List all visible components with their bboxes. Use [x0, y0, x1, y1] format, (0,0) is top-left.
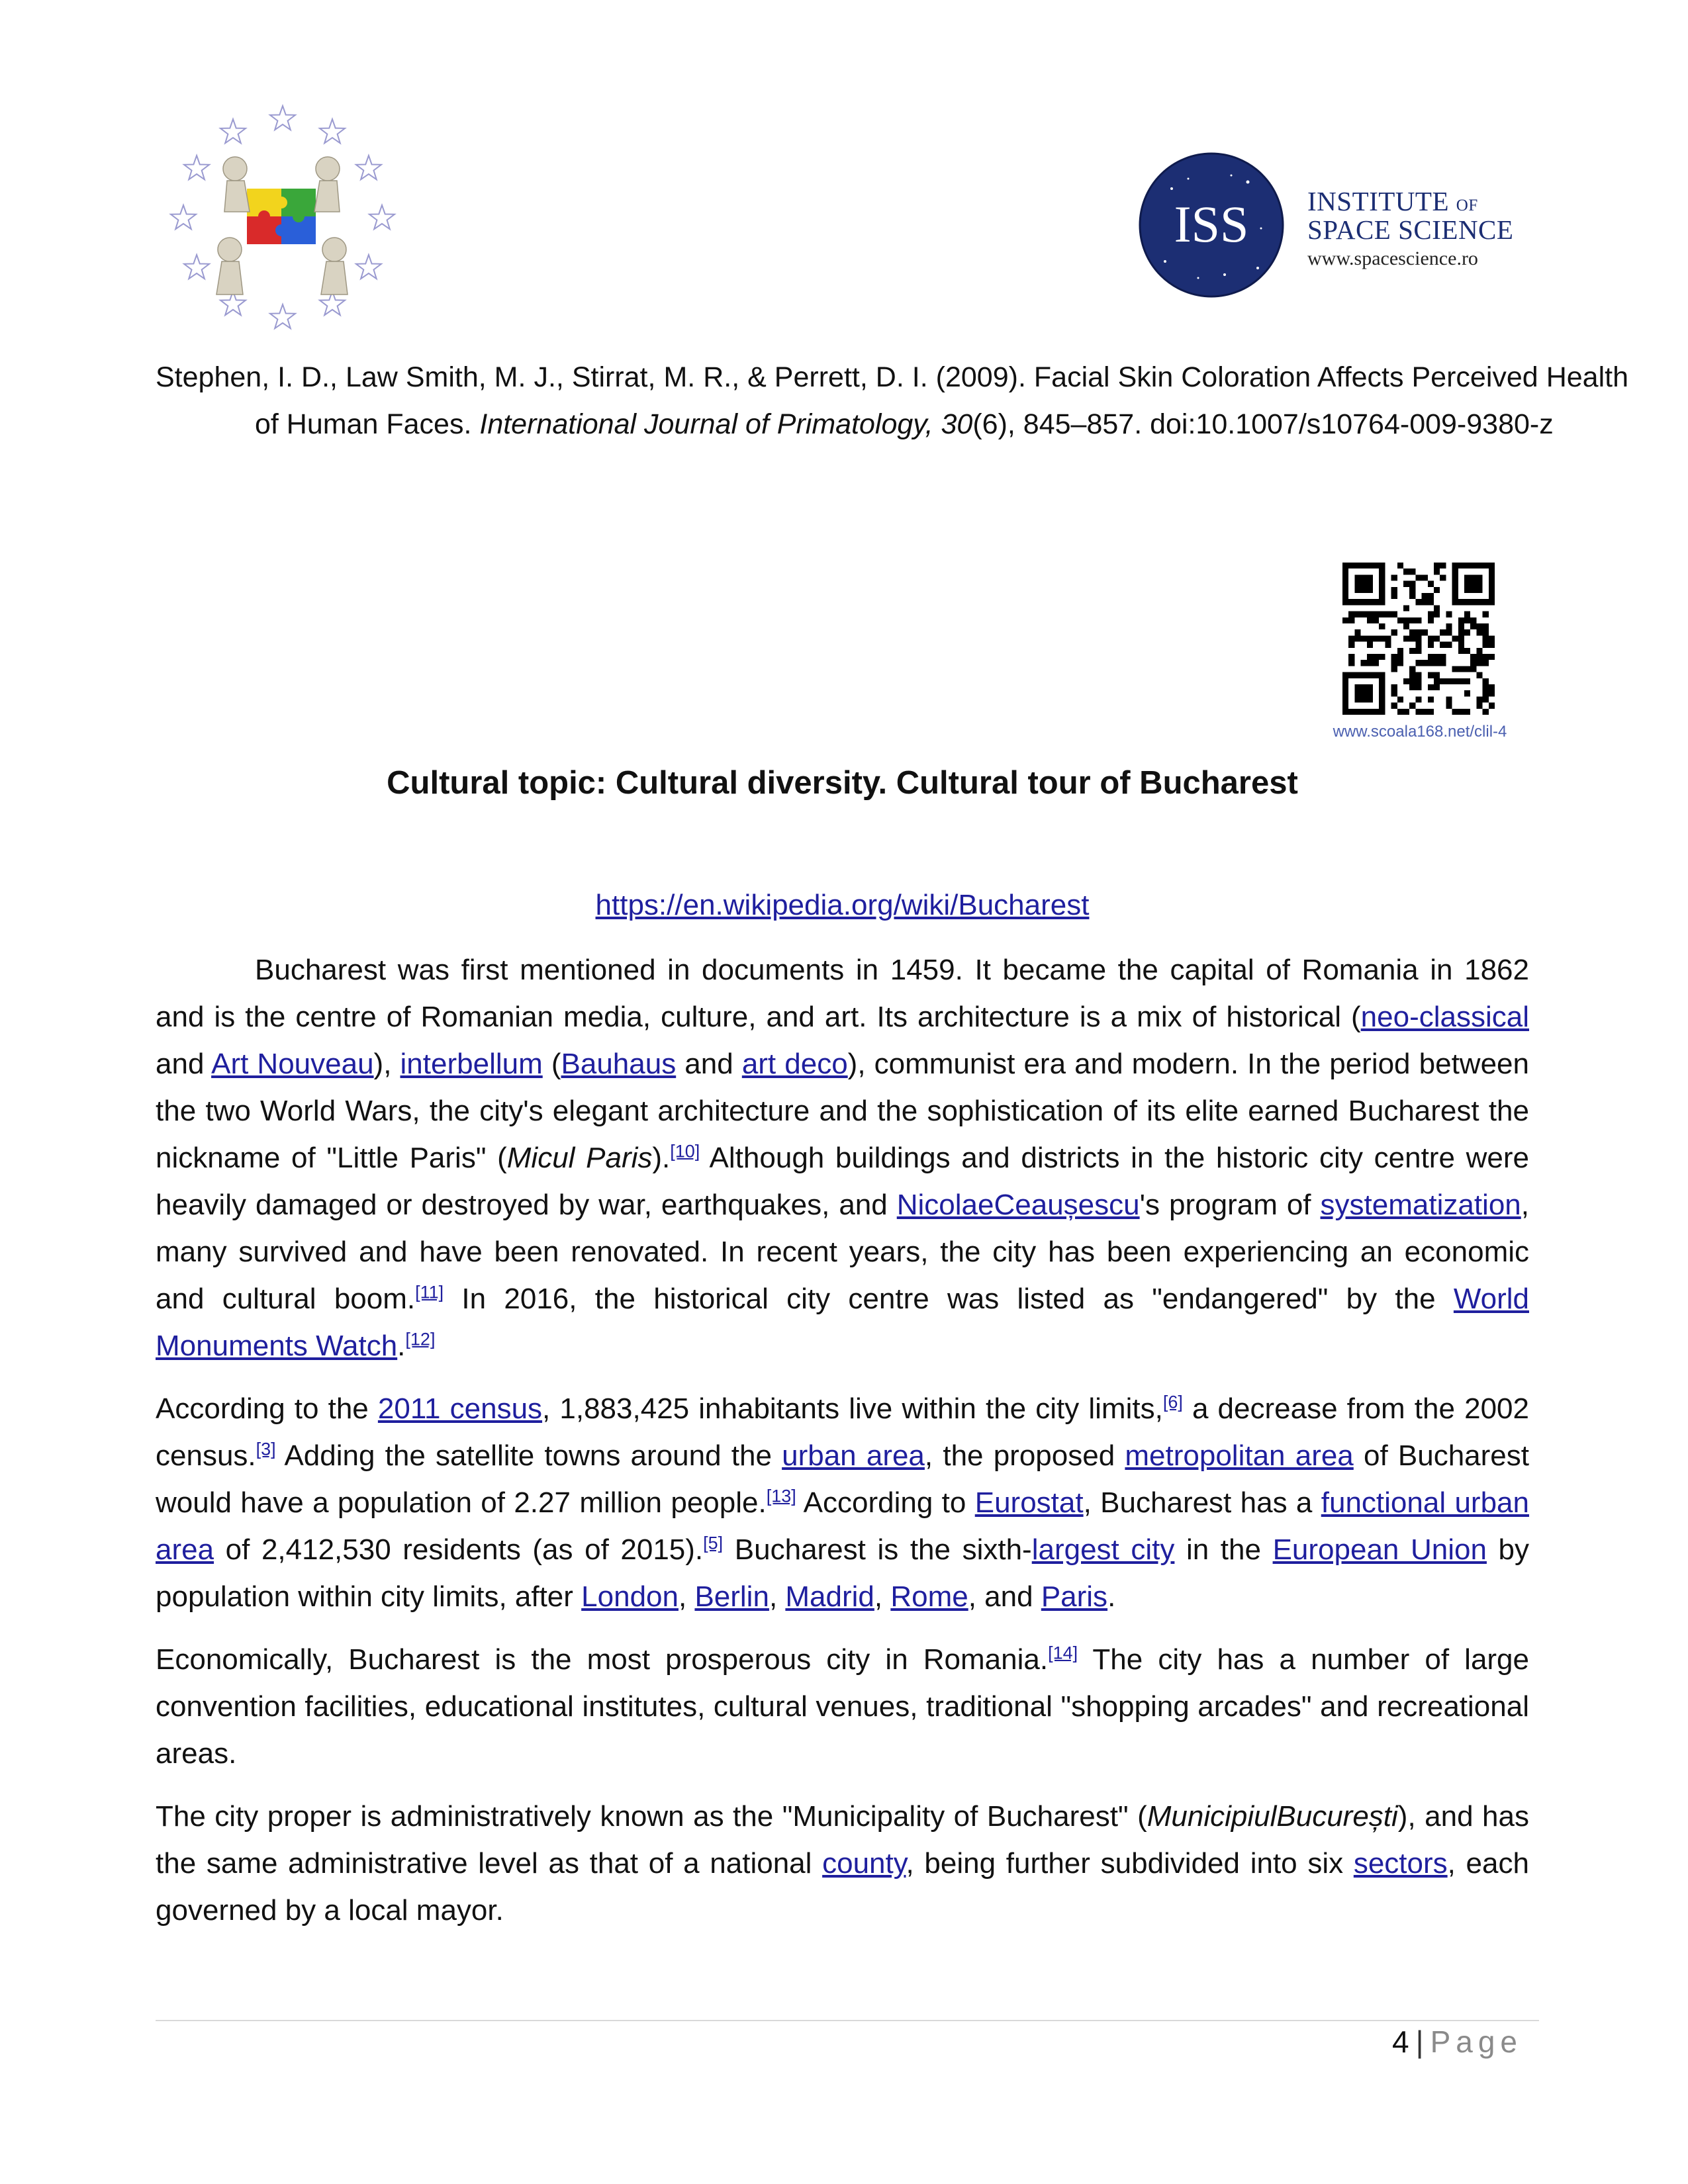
link-art-deco[interactable]: art deco: [741, 1048, 848, 1080]
text: , many survived and have been renovated. In recent years, the city has been experiencing an economic and cultural boom.: [156, 1189, 1529, 1315]
star-icon: [356, 156, 381, 179]
link-interbellum[interactable]: interbellum: [400, 1048, 543, 1080]
link-largest-city[interactable]: largest city: [1031, 1533, 1175, 1566]
star-icon: [184, 255, 209, 279]
text: ,: [874, 1580, 891, 1613]
link-sectors[interactable]: sectors: [1353, 1847, 1448, 1880]
link-metropolitan-area[interactable]: metropolitan area: [1125, 1439, 1354, 1472]
link-urban-area[interactable]: urban area: [782, 1439, 925, 1472]
footnote-link[interactable]: [5]: [703, 1533, 724, 1553]
star-icon: [171, 205, 196, 229]
text: The city has a number of large convention facilities, educational institutes, cultural venues, traditional "shopping arcades" and recreational areas.: [156, 1643, 1530, 1770]
iss-emblem-icon: [1125, 149, 1304, 301]
iss-wordmark-url: www.spacescience.ro: [1307, 248, 1478, 270]
iss-wordmark: [1307, 187, 1513, 269]
iss-circle-text: ISS: [1174, 195, 1249, 253]
link-berlin[interactable]: Berlin: [694, 1580, 769, 1613]
star-icon: [220, 119, 246, 143]
text: ),: [373, 1048, 400, 1080]
text: 's program of: [1139, 1189, 1321, 1221]
link-art-nouveau[interactable]: Art Nouveau: [211, 1048, 374, 1080]
iss-logo: [1125, 149, 1536, 301]
text: and: [156, 1048, 212, 1080]
qr-caption[interactable]: www.scoala168.net/clil-4: [1333, 723, 1507, 741]
iss-wordmark-line2: SPACE SCIENCE: [1307, 214, 1514, 246]
text: , each governed by a local mayor.: [156, 1847, 1529, 1927]
text: and: [676, 1048, 742, 1080]
text: ,: [769, 1580, 786, 1613]
paragraph-2: [156, 1385, 1529, 1620]
text: In 2016, the historical city centre was listed as "endangered" by the: [444, 1283, 1454, 1315]
text: , Bucharest has a: [1083, 1486, 1321, 1519]
footnote-link[interactable]: [6]: [1162, 1392, 1183, 1412]
star-icon: [270, 106, 295, 130]
text: of 2,412,530 residents (as of 2015).: [214, 1533, 704, 1566]
footer-divider: [156, 2020, 1539, 2021]
text: ).: [652, 1142, 671, 1174]
text: by population within city limits, after: [156, 1533, 1529, 1613]
italic-text: MunicipiulBucurești: [1147, 1800, 1398, 1833]
footnote-link[interactable]: [11]: [415, 1282, 444, 1302]
link-rome[interactable]: Rome: [890, 1580, 968, 1613]
star-icon: [356, 255, 381, 279]
reference-citation: [156, 354, 1628, 448]
article-body: [156, 946, 1529, 1950]
page-title: Cultural topic: Cultural diversity. Cultural tour of Bucharest: [387, 765, 1298, 801]
footnote-link[interactable]: [10]: [670, 1141, 700, 1161]
text: of Bucharest would have a population of 2.27 million people.: [156, 1439, 1529, 1519]
text: According to: [796, 1486, 975, 1519]
link-world-monuments-watch[interactable]: World Monuments Watch: [156, 1283, 1529, 1362]
link-2011-census[interactable]: 2011 census: [377, 1392, 543, 1425]
paragraph-3: [156, 1636, 1529, 1777]
star-icon: [270, 304, 295, 328]
text: The city proper is administratively known as the "Municipality of Bucharest" (: [156, 1800, 1147, 1833]
link-systematization[interactable]: systematization: [1320, 1189, 1521, 1221]
text: , the proposed: [924, 1439, 1125, 1472]
text: , and: [968, 1580, 1041, 1613]
text: Economically, Bucharest is the most prosperous city in Romania.: [156, 1643, 1049, 1676]
text: , 1,883,425 inhabitants live within the city limits,: [542, 1392, 1163, 1425]
text: Although buildings and districts in the historic city centre were heavily damaged or destroyed by war, earthquakes, and: [156, 1142, 1529, 1221]
star-icon: [320, 119, 345, 143]
paragraph-1: [156, 946, 1529, 1369]
wikipedia-link-row: [156, 889, 1529, 922]
star-icon: [184, 156, 209, 179]
link-madrid[interactable]: Madrid: [785, 1580, 874, 1613]
text: in the: [1174, 1533, 1273, 1566]
link-eurostat[interactable]: Eurostat: [974, 1486, 1084, 1519]
text: a decrease from the 2002 census.: [156, 1392, 1529, 1472]
link-bauhaus[interactable]: Bauhaus: [561, 1048, 677, 1080]
text: ), and has the same administrative level as that of a national: [156, 1800, 1530, 1880]
link-paris[interactable]: Paris: [1041, 1580, 1108, 1613]
footnote-link[interactable]: [3]: [256, 1439, 276, 1459]
footnote-link[interactable]: [13]: [766, 1486, 796, 1506]
paragraph-4: [156, 1793, 1529, 1934]
project-logo-icon: [169, 96, 397, 334]
text: (: [542, 1048, 561, 1080]
page-word: Page: [1430, 2025, 1523, 2059]
wikipedia-link[interactable]: https://en.wikipedia.org/wiki/Bucharest: [595, 889, 1090, 921]
link-functional-urban-area[interactable]: functional urban area: [156, 1486, 1529, 1566]
link-london[interactable]: London: [581, 1580, 679, 1613]
italic-text: Micul Paris: [506, 1142, 653, 1174]
qr-code-icon[interactable]: [1342, 563, 1495, 715]
link-european-union[interactable]: European Union: [1272, 1533, 1487, 1566]
page-number: 4: [1392, 2025, 1409, 2059]
text: ,: [678, 1580, 695, 1613]
text: , being further subdivided into six: [906, 1847, 1354, 1880]
reference-text-end: (6), 845–857. doi:10.1007/s10764-009-9380-z: [972, 408, 1554, 440]
text: Adding the satellite towns around the: [275, 1439, 782, 1472]
page-footer: [1192, 2024, 1523, 2060]
iss-wordmark-line1: INSTITUTE: [1307, 186, 1450, 216]
text: .: [397, 1330, 406, 1362]
text: According to the: [156, 1392, 378, 1425]
footnote-link[interactable]: [14]: [1048, 1643, 1078, 1663]
iss-wordmark-of: OF: [1456, 197, 1478, 214]
footnote-link[interactable]: [12]: [405, 1329, 436, 1349]
text: Bucharest was first mentioned in documents in 1459. It became the capital of Romania in 1862 and is the centre of Romanian media, culture, and art. Its architecture is a mix of historical (: [156, 954, 1529, 1033]
text: Bucharest is the sixth-: [723, 1533, 1032, 1566]
star-icon: [369, 205, 395, 229]
text: .: [1107, 1580, 1116, 1613]
reference-text: Stephen, I. D., Law Smith, M. J., Stirrat, M. R., & Perrett, D. I. (2009). Facial Skin Coloration Affects Perceived Health of Human Faces.: [156, 361, 1628, 440]
reference-journal: International Journal of Primatology, 30: [479, 408, 973, 440]
footer-separator: |: [1415, 2025, 1424, 2059]
link-county[interactable]: county: [822, 1847, 906, 1880]
text: ), communist era and modern. In the period between the two World Wars, the city's elegant architecture and the sophistication of its elite earned Bucharest the nickname of "Little Paris" (: [156, 1048, 1529, 1174]
link-ceausescu[interactable]: NicolaeCeaușescu: [896, 1189, 1140, 1221]
link-neo-classical[interactable]: neo-classical: [1360, 1001, 1529, 1033]
